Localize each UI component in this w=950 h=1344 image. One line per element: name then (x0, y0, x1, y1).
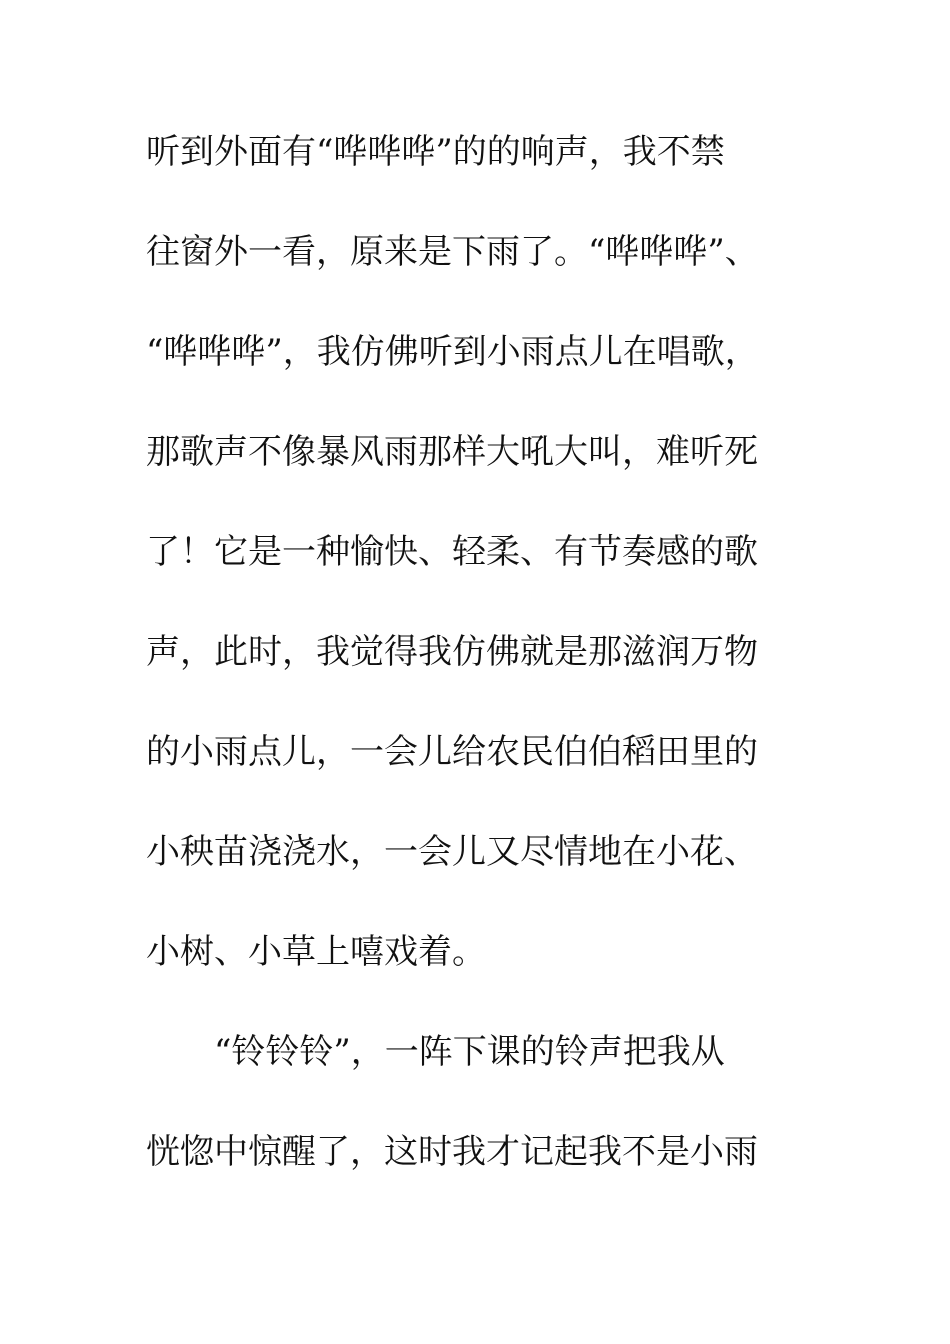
text-line-4: 那歌声不像暴风雨那样大吼大叫，难听死 (146, 432, 758, 472)
text-line-2: 往窗外一看，原来是下雨了。“哗哗哗”、 (146, 232, 759, 272)
text-line-1: 听到外面有“哗哗哗”的的响声，我不禁 (146, 132, 725, 172)
text-line-8: 小秧苗浇浇水，一会儿又尽情地在小花、 (146, 832, 758, 872)
text-line-6: 声，此时，我觉得我仿佛就是那滋润万物 (146, 632, 758, 672)
text-line-11: 恍惚中惊醒了，这时我才记起我不是小雨 (146, 1132, 758, 1172)
text-line-10: “铃铃铃”，一阵下课的铃声把我从 (146, 1032, 725, 1072)
text-line-3: “哗哗哗”，我仿佛听到小雨点儿在唱歌， (146, 332, 759, 372)
text-line-5: 了！它是一种愉快、轻柔、有节奏感的歌 (146, 532, 758, 572)
text-line-9: 小树、小草上嘻戏着。 (146, 932, 486, 972)
text-line-7: 的小雨点儿，一会儿给农民伯伯稻田里的 (146, 732, 758, 772)
